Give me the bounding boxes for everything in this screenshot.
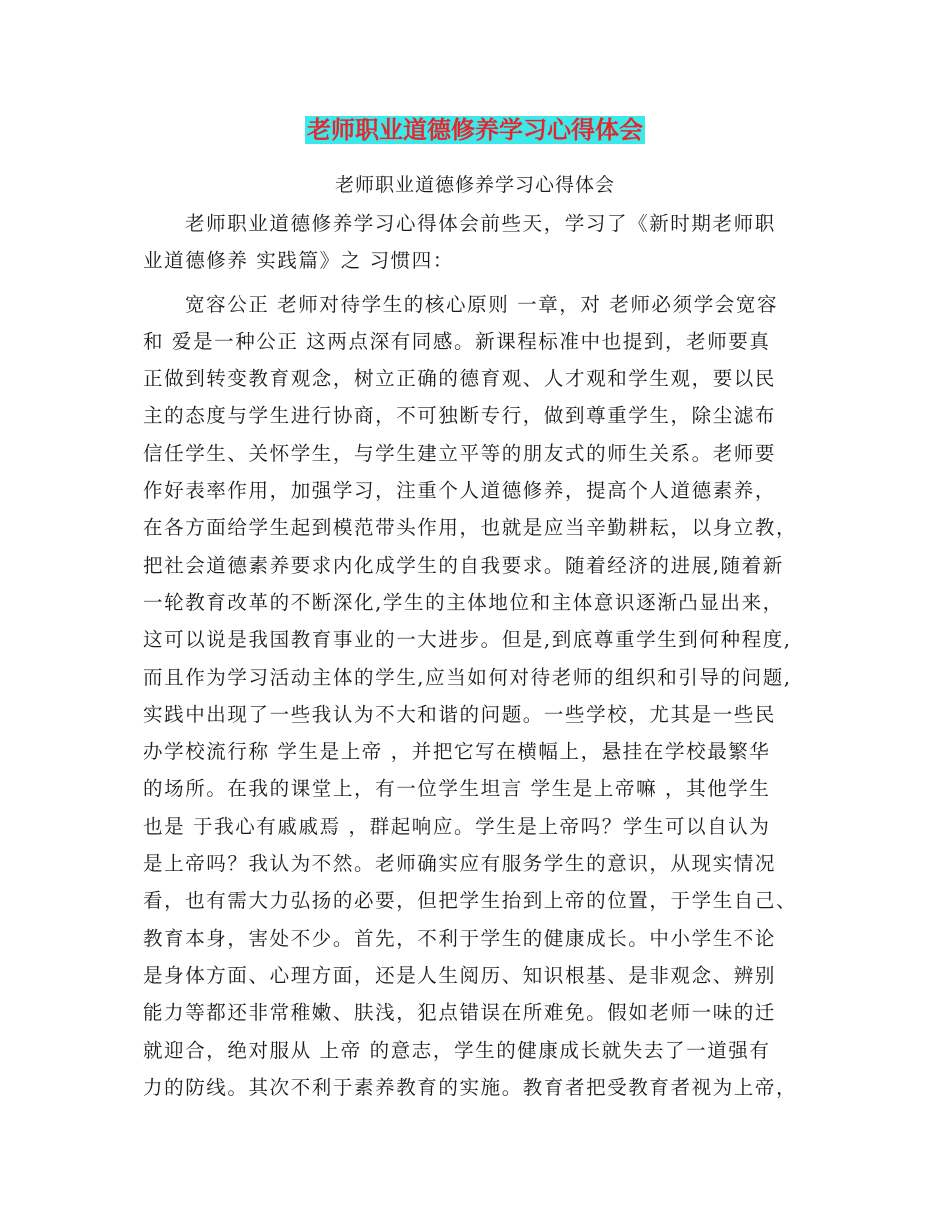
text-line: 信任学生、关怀学生，与学生建立平等的朋友式的师生关系。老师要 [143,441,777,465]
text-line: 就迎合，绝对服从 上帝 的意志，学生的健康成长就失去了一道强有 [143,1038,771,1062]
text-line: 是身体方面、心理方面，还是人生阅历、知识根基、是非观念、辨别 [143,963,777,987]
title-highlight: 老师职业道德修养学习心得体会 [307,116,643,144]
text-line: 看，也有需大力弘扬的必要，但把学生抬到上帝的位置，于学生自己、 [143,889,798,913]
text-line: 一轮教育改革的不断深化,学生的主体地位和主体意识逐渐凸显出来， [143,590,784,614]
text-line: 主的态度与学生进行协商，不可独断专行，做到尊重学生，除尘滤布 [143,404,777,428]
text-line: 也是 于我心有戚戚焉 ，群起响应。学生是上帝吗？学生可以自认为 [143,814,771,838]
text-line: 教育本身，害处不少。首先，不利于学生的健康成长。中小学生不论 [143,926,777,950]
text-line: 把社会道德素养要求内化成学生的自我要求。随着经济的进展,随着新 [143,553,784,577]
text-line: 业道德修养 实践篇》之 习惯四： [143,249,454,273]
text-line: 宽容公正 老师对待学生的核心原则 一章，对 老师必须学会宽容 [185,292,779,316]
text-line: 的场所。在我的课堂上，有一位学生坦言 学生是上帝嘛 ，其他学生 [143,777,771,801]
text-line: 而且作为学习活动主体的学生,应当如何对待老师的组织和引导的问题, [143,665,792,689]
text-line: 力的防线。其次不利于素养教育的实施。教育者把受教育者视为上帝， [143,1075,798,1099]
text-line: 这可以说是我国教育事业的一大进步。但是,到底尊重学生到何种程度, [143,628,792,652]
text-line: 和 爱是一种公正 这两点深有同感。新课程标准中也提到，老师要真 [143,329,771,353]
document-subtitle: 老师职业道德修养学习心得体会 [334,174,615,196]
text-line: 在各方面给学生起到模范带头作用，也就是应当辛勤耕耘，以身立教， [143,516,798,540]
body-text [143,205,823,1106]
text-line: 正做到转变教育观念，树立正确的德育观、人才观和学生观，要以民 [143,367,777,391]
text-line: 实践中出现了一些我认为不大和谐的问题。一些学校，尤其是一些民 [143,702,777,726]
text-line: 老师职业道德修养学习心得体会前些天，学习了《新时期老师职 [185,212,776,235]
text-line: 能力等都还非常稚嫩、肤浅，犯点错误在所难免。假如老师一味的迁 [143,1001,777,1025]
document-title [0,113,950,147]
text-line: 是上帝吗？我认为不然。老师确实应有服务学生的意识，从现实情况 [143,852,777,876]
text-line: 办学校流行称 学生是上帝 ，并把它写在横幅上，悬挂在学校最繁华 [143,740,771,764]
text-line: 作好表率作用，加强学习，注重个人道德修养，提高个人道德素养， [143,479,777,503]
